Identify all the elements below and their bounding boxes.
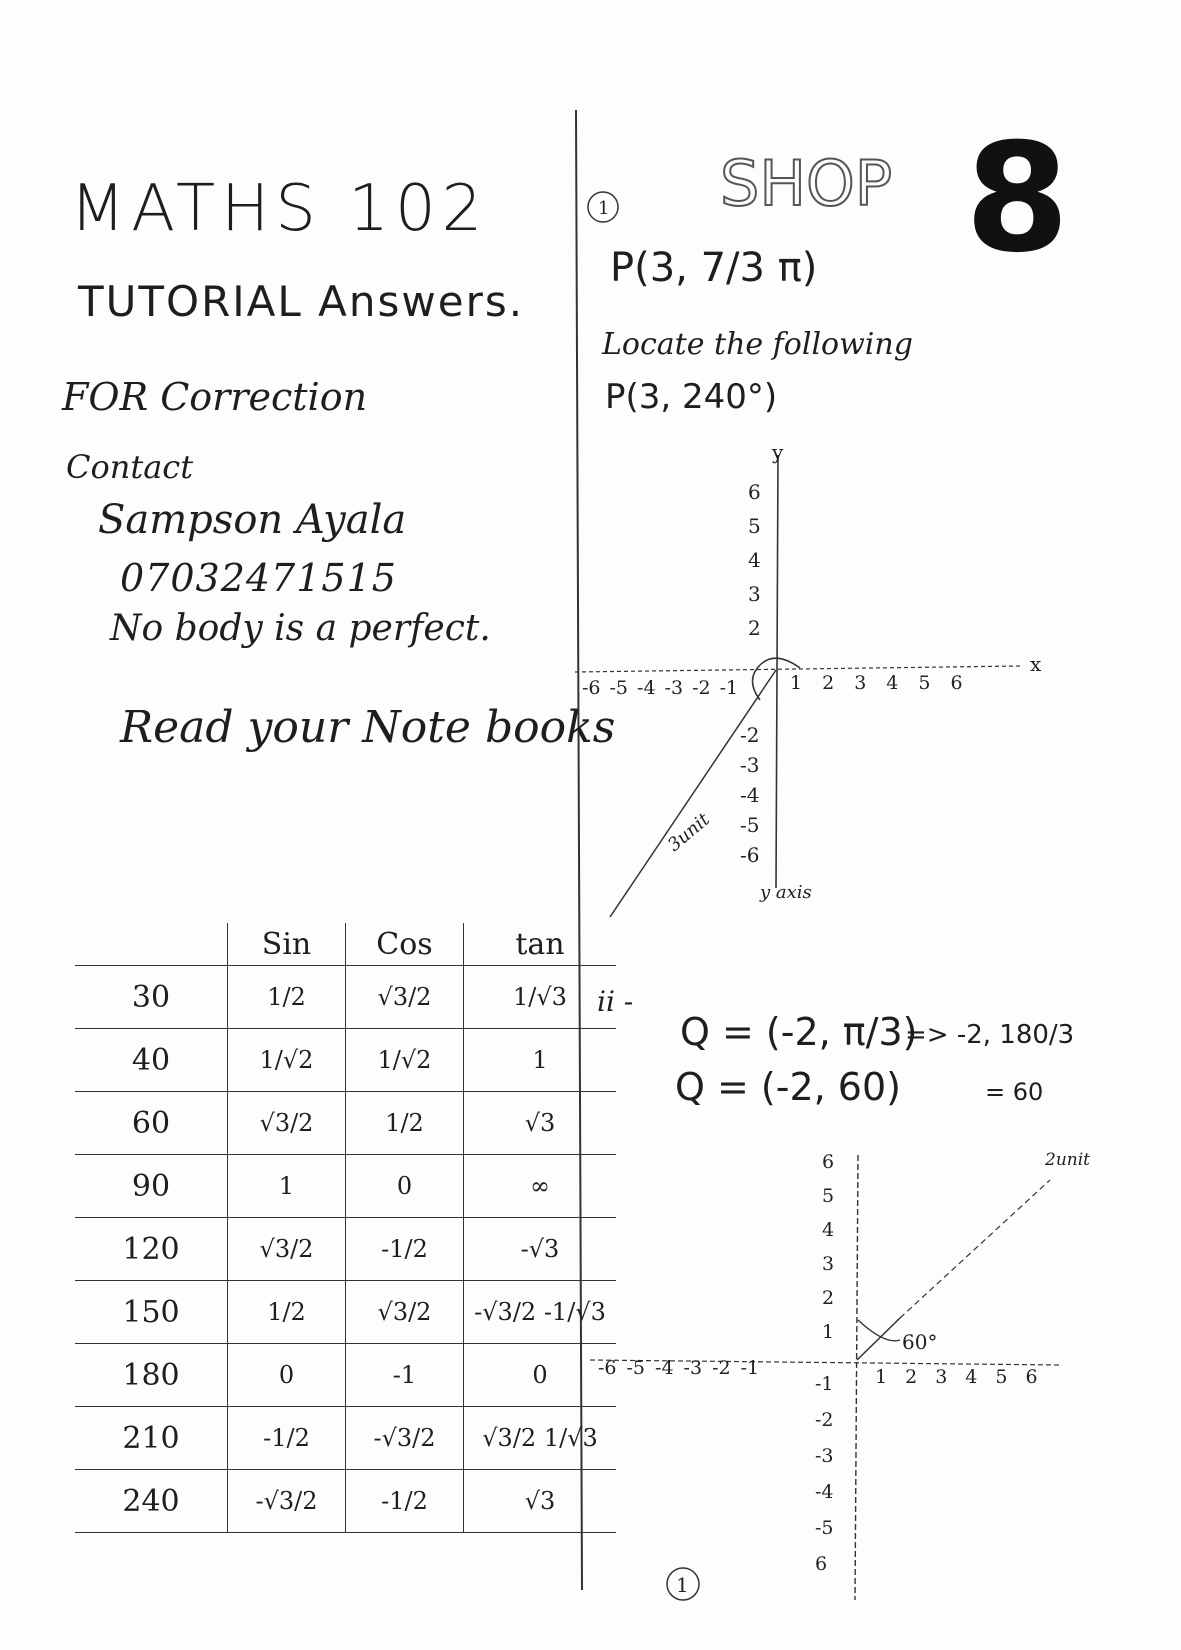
value-cell: 1/2 [228, 966, 346, 1029]
graph1-angle-arc [760, 658, 800, 668]
value-cell: 1/2 [228, 1281, 346, 1344]
tick-label: -5 [815, 1517, 834, 1539]
tick-label: 1 [822, 1321, 835, 1343]
column-header: tan [464, 923, 617, 966]
angle-cell: 180 [75, 1344, 228, 1407]
page-subtitle: TUTORIAL Answers. [78, 277, 525, 326]
graph1-x-label: x [1030, 652, 1042, 676]
angle-cell: 150 [75, 1281, 228, 1344]
graph2-angle-label: 60° [902, 1330, 938, 1354]
q1-marker-text: 1 [598, 198, 610, 219]
table-row [75, 966, 616, 1029]
graph2-neg-x-ticks [598, 1357, 759, 1379]
tick-label: -1 [740, 1357, 760, 1379]
contact-name: Sampson Ayala [98, 497, 407, 543]
locate-text: Locate the following [602, 327, 913, 362]
page-title: MATHS 102 [70, 172, 489, 246]
table-row [75, 1029, 616, 1092]
value-cell: 1 [464, 1029, 617, 1092]
value-cell: √3/2 [346, 1281, 464, 1344]
trig-table [75, 923, 616, 1533]
graph2-ray-dashed [900, 1180, 1050, 1318]
table-row [75, 1407, 616, 1470]
contact-phone: 07032471515 [120, 556, 397, 600]
value-cell: -1/2 [346, 1470, 464, 1533]
table-header-row [75, 923, 616, 966]
tick-label: 2 [748, 616, 761, 640]
tick-label: 6 [822, 1151, 835, 1173]
value-cell: -1/2 [228, 1407, 346, 1470]
table-row [75, 1344, 616, 1407]
tick-label: 5 [822, 1185, 835, 1207]
tick-label: -5 [626, 1357, 646, 1379]
page-number: 1 [676, 1573, 689, 1597]
value-cell: 1/√2 [228, 1029, 346, 1092]
graph1-neg-x-ticks [582, 677, 738, 699]
tick-label: 5 [995, 1366, 1008, 1388]
value-cell: 1 [228, 1155, 346, 1218]
value-cell: 1/√3 [464, 966, 617, 1029]
tick-label: 6 [950, 672, 963, 694]
q2-arrow-text: => -2, 180/3 [905, 1020, 1075, 1050]
tick-label: -1 [815, 1373, 834, 1395]
tick-label: 1 [875, 1366, 888, 1388]
tick-label: -4 [815, 1481, 834, 1503]
tick-label: 2 [822, 672, 835, 694]
tick-label: 3 [854, 672, 867, 694]
angle-cell: 210 [75, 1407, 228, 1470]
column-header [75, 923, 228, 966]
tick-label: -2 [740, 723, 760, 747]
tick-label: -2 [692, 677, 711, 699]
correction-line: FOR Correction [62, 375, 368, 419]
q2-marker: ii - [597, 985, 634, 1018]
tick-label: 4 [886, 672, 899, 694]
tick-label: 1 [790, 672, 803, 694]
tick-label: -4 [637, 677, 656, 699]
table-row [75, 1470, 616, 1533]
value-cell: -√3/2 [228, 1470, 346, 1533]
value-cell: 0 [346, 1155, 464, 1218]
value-cell: √3/2 [346, 966, 464, 1029]
value-cell: -√3/2 [346, 1407, 464, 1470]
tick-label: -4 [655, 1357, 674, 1379]
q2-line1: Q = (-2, π/3) [680, 1010, 918, 1054]
value-cell: -1 [346, 1344, 464, 1407]
tick-label: 4 [822, 1219, 835, 1241]
table-row [75, 1092, 616, 1155]
q2-line2: Q = (-2, 60) [675, 1065, 901, 1109]
tick-label: 2 [905, 1366, 918, 1388]
table-row [75, 1218, 616, 1281]
tick-label: 6 [748, 480, 761, 504]
tick-label: -5 [740, 813, 760, 837]
graph2-pos-x-ticks [875, 1366, 1038, 1388]
tick-label: 3 [822, 1253, 835, 1275]
tick-label: -3 [740, 753, 760, 777]
tick-label: -3 [815, 1445, 834, 1467]
value-cell: 0 [464, 1344, 617, 1407]
note-text: No body is a perfect. [110, 608, 491, 649]
column-header: Sin [228, 923, 346, 966]
shop-text: SHOP [720, 147, 893, 220]
table-row [75, 1155, 616, 1218]
value-cell: √3/2 [228, 1092, 346, 1155]
tick-label: -5 [609, 677, 629, 699]
angle-cell: 240 [75, 1470, 228, 1533]
graph1-y-label: y [772, 440, 784, 464]
angle-cell: 60 [75, 1092, 228, 1155]
value-cell: -√3 [464, 1218, 617, 1281]
tick-label: -4 [740, 783, 760, 807]
angle-cell: 30 [75, 966, 228, 1029]
value-cell: ∞ [464, 1155, 617, 1218]
value-cell: √3 [464, 1470, 617, 1533]
tick-label: 4 [748, 548, 761, 572]
graph2-ray-label: 2unit [1045, 1150, 1090, 1170]
tick-label: 3 [748, 582, 761, 606]
q2-result: = 60 [985, 1078, 1044, 1106]
value-cell: -1/2 [346, 1218, 464, 1281]
value-cell: √3/2 1/√3 [464, 1407, 617, 1470]
tick-label: 4 [965, 1366, 978, 1388]
angle-cell: 120 [75, 1218, 228, 1281]
graph1-y-axis [776, 455, 778, 888]
tick-label: -1 [719, 677, 739, 699]
graph1-pos-y-ticks [748, 475, 761, 645]
value-cell: -√3/2 -1/√3 [464, 1281, 617, 1344]
contact-label: Contact [66, 448, 194, 486]
point-polar: P(3, 7/3 π) [610, 245, 818, 291]
graph1-pos-x-ticks [790, 672, 963, 694]
graph1-ray-label: 3unit [663, 809, 714, 856]
table-row [75, 1281, 616, 1344]
tick-label: 2 [822, 1287, 835, 1309]
tick-label: -6 [740, 843, 760, 867]
tick-label: 6 [815, 1553, 828, 1575]
graph2-pos-y-ticks [822, 1145, 834, 1349]
graph2-y-axis [855, 1155, 858, 1600]
value-cell: √3 [464, 1092, 617, 1155]
graph1-neg-y-ticks [740, 720, 759, 870]
tick-label: 6 [1025, 1366, 1038, 1388]
tick-label: -6 [598, 1357, 617, 1379]
tick-label: -2 [712, 1357, 731, 1379]
trig-table-wrap [75, 923, 616, 1533]
value-cell: 1/√2 [346, 1029, 464, 1092]
column-header: Cos [346, 923, 464, 966]
advice-text: Read your Note books [120, 702, 616, 753]
value-cell: 0 [228, 1344, 346, 1407]
tick-label: 5 [918, 672, 931, 694]
tick-label: -6 [582, 677, 601, 699]
tick-label: -2 [815, 1409, 834, 1431]
tick-label: -3 [664, 677, 684, 699]
value-cell: √3/2 [228, 1218, 346, 1281]
graph1-y-axis-name: y axis [760, 882, 812, 903]
value-cell: 1/2 [346, 1092, 464, 1155]
angle-cell: 40 [75, 1029, 228, 1092]
graph2-neg-y-ticks [815, 1366, 834, 1582]
shop-number: 8 [965, 112, 1070, 286]
tick-label: 5 [748, 514, 761, 538]
tick-label: 3 [935, 1366, 948, 1388]
angle-cell: 90 [75, 1155, 228, 1218]
point-degrees: P(3, 240°) [605, 377, 778, 417]
tick-label: -3 [683, 1357, 703, 1379]
